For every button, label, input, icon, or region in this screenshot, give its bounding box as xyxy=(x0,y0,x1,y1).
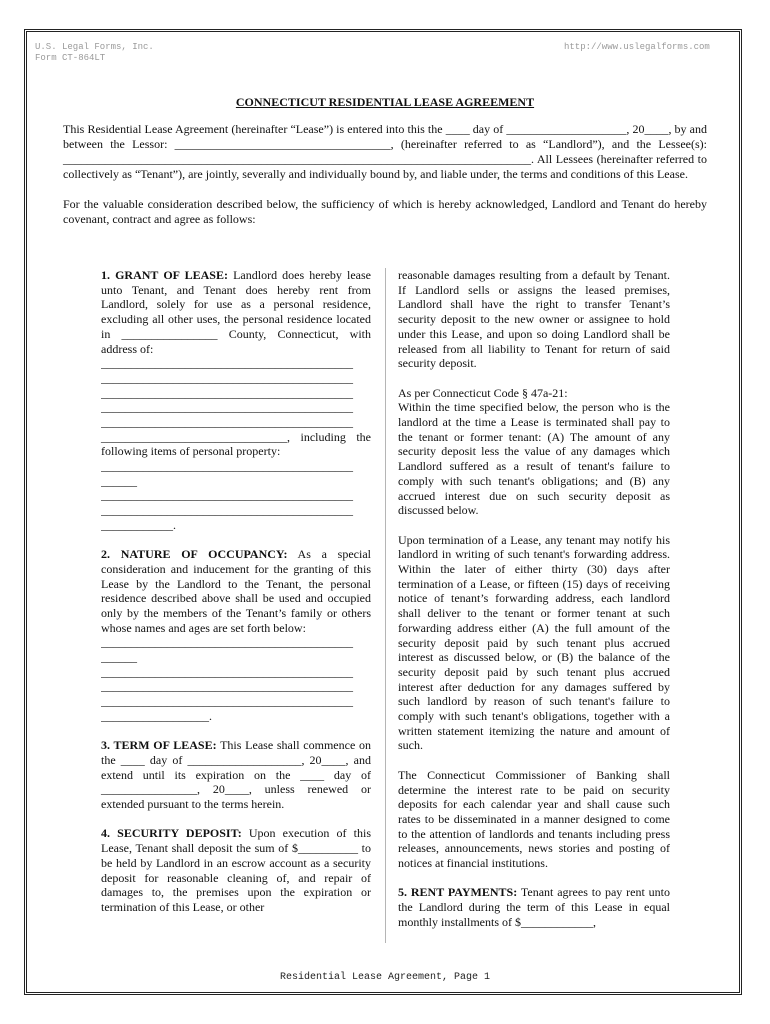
section-term-of-lease xyxy=(101,738,371,812)
section-grant-of-lease xyxy=(101,268,371,356)
intro-paragraph: This Residential Lease Agreement (hereinafter “Lease”) is entered into this the ____ day of ____________________, 20____, by and between the Lessor: ____________________________________, (hereinafter referred to as “Landlord”), and the Lessee(s): ______________________________________________________________________________. All Lessees (hereinafter referred to collectively as “Tenant”), are jointly, severally and individually bound by, and liable under, the terms and conditions of this Lease. xyxy=(63,122,707,181)
page-footer: Residential Lease Agreement, Page 1 xyxy=(279,972,491,983)
section-heading: 3. TERM OF LEASE: xyxy=(101,738,217,753)
statute-lead: As per Connecticut Code § 47a-21: xyxy=(398,385,568,400)
section-text: This Lease shall commence on the ____ day of ___________________, 20____, and extend until its expiration on the ____ day of ________________, 20____, unless renewed or extended pursuant to the terms herein. xyxy=(101,738,372,812)
blank-line: __________________________________________ xyxy=(101,459,353,474)
section-heading: 5. RENT PAYMENTS: xyxy=(398,885,518,900)
section-security-deposit xyxy=(101,826,371,914)
section-text: Landlord does hereby lease unto Tenant, and Tenant does hereby rent from Landlord, solely for use as a personal residence, excluding all other uses, the personal residence located in ________________ County, Connecticut, with address of: xyxy=(101,268,371,356)
blank-line: __________________________________________ xyxy=(101,488,353,503)
blank-line: __________________________________________ xyxy=(101,679,353,694)
section-heading: 4. SECURITY DEPOSIT: xyxy=(101,826,242,841)
document-title: CONNECTICUT RESIDENTIAL LEASE AGREEMENT xyxy=(235,95,535,109)
section-heading: 1. GRANT OF LEASE: xyxy=(101,268,228,282)
company-name: U.S. Legal Forms, Inc. xyxy=(35,42,154,52)
intro-section xyxy=(63,122,707,242)
left-column xyxy=(101,268,371,929)
section-text: Tenant agrees to pay rent unto the Landlord during the term of this Lease in equal monthly installments of $____________, xyxy=(398,885,671,929)
security-deposit-continued: reasonable damages resulting from a default by Tenant. If Landlord sells or assigns the leased premises, Landlord shall have the right to transfer Tenant’s security deposit to the new owner or assignee to hold under this Lease, and upon so doing Landlord shall be released from all liability to Tenant for return of said security deposit. xyxy=(398,268,670,371)
section-heading: 2. NATURE OF OCCUPANCY: xyxy=(101,547,288,562)
personal-property-text: _______________________________, including the following items of personal property: xyxy=(101,429,371,459)
blank-line: __________________________________________ xyxy=(101,370,353,385)
form-header-left xyxy=(35,42,154,64)
statute-text: Within the time specified below, the person who is the landlord at the time a Lease is terminated shall pay to the tenant or former tenant: (A) The amount of any security deposit less the value of any damages which Landlord suffered as a result of tenant's failure to comply with such tenant's obligations; and (B) any accrued interest due on such security deposit as discussed below. xyxy=(398,400,670,518)
blank-line: __________________________________________ xyxy=(101,664,353,679)
header-url: http://www.uslegalforms.com xyxy=(564,42,710,52)
section-text: As a special consideration and inducement for the granting of this Lease by the Landlord to the Tenant, the personal residence described above shall be used and occupied only by the members of the Tenant’s family or others whose names and ages are set forth below: xyxy=(101,547,371,635)
forwarding-address-paragraph: Upon termination of a Lease, any tenant may notify his landlord in writing of such tenant's forwarding address. Within the later of either thirty (30) days after termination of a Lease, or fifteen (15) days of receiving notice of tenant’s forwarding address, each landlord shall deliver to the tenant or former tenant at such forwarding address either (A) the full amount of the security deposit paid by such tenant plus accrued interest as discussed below, or (B) the balance of the security deposit paid by such tenant plus accrued interest after deduction for any damages suffered by such landlord by reason of such tenant's failure to comply with such tenant's obligations, together with a written statement itemizing the nature and amount of such. xyxy=(398,532,670,753)
blank-line: __________________________________________ xyxy=(101,635,353,650)
blank-line: __________________________________________ xyxy=(101,400,353,415)
blank-line: __________________________________________ xyxy=(101,503,353,518)
blank-line: __________________________________________ xyxy=(101,385,353,400)
section-text: Upon execution of this Lease, Tenant shall deposit the sum of $__________ to be held by Landlord in an escrow account as a security deposit for reasonable cleaning of, and repair of damages to, the premises upon the expiration or termination of this Lease, or other xyxy=(101,826,371,914)
section-nature-of-occupancy xyxy=(101,547,371,635)
section-rent-payments xyxy=(398,885,670,929)
interest-rate-paragraph: The Connecticut Commissioner of Banking shall determine the interest rate to be paid on security deposits for each calendar year and shall cause such rates to be disseminated in a manner designed to come to the attention of landlords and tenants including press releases, announcements, news stories and posting of notices at financial institutions. xyxy=(398,767,670,871)
blank-line: ______ xyxy=(101,650,137,665)
blank-line: ____________. xyxy=(101,517,176,532)
right-column xyxy=(398,268,670,944)
blank-line: __________________________________________ xyxy=(101,414,353,429)
blank-line: __________________________________________ xyxy=(101,694,353,709)
blank-line: __________________. xyxy=(101,708,212,723)
statute-paragraph xyxy=(398,386,670,518)
blank-line: ______ xyxy=(101,473,137,488)
form-number: Form CT-864LT xyxy=(35,53,106,63)
blank-line: __________________________________________ xyxy=(101,356,353,371)
column-divider xyxy=(385,268,386,943)
consideration-paragraph: For the valuable consideration described below, the sufficiency of which is hereby acknowledged, Landlord and Tenant do hereby covenant, contract and agree as follows: xyxy=(63,197,707,226)
